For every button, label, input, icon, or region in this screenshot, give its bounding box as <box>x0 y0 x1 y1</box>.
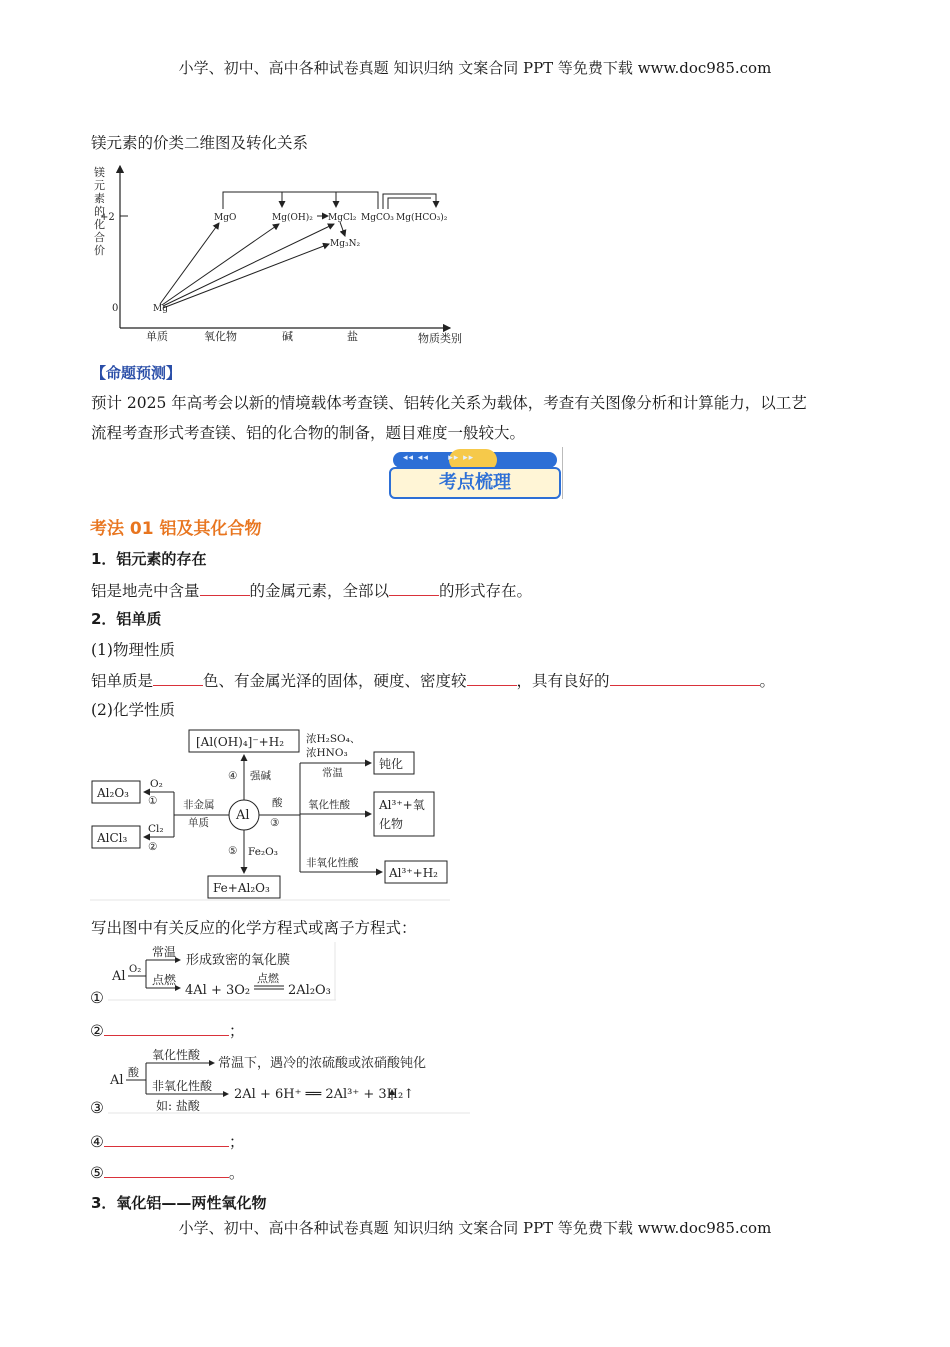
svg-text:②: ② <box>148 841 158 853</box>
blank-3[interactable] <box>153 671 203 686</box>
al-center: Al <box>236 808 250 823</box>
page-header: 小学、初中、高中各种试卷真题 知识归纳 文案合同 PPT 等免费下载 www.doc985.com <box>178 59 772 77</box>
right-box-ox-a: Al³⁺+氧 <box>379 798 425 812</box>
svg-text:③: ③ <box>270 817 280 829</box>
node-mghco3: Mg(HCO₃)₂ <box>396 213 448 223</box>
svg-text:浓H₂SO₄、: 浓H₂SO₄、 <box>306 733 361 745</box>
svg-text:氧化性酸: 氧化性酸 <box>152 1048 201 1062</box>
svg-text:氧化性酸: 氧化性酸 <box>308 799 350 811</box>
svg-text:常温下，遇冷的浓硫酸或浓硝酸钝化: 常温下，遇冷的浓硫酸或浓硝酸钝化 <box>218 1056 427 1071</box>
node-mgco3: MgCO₃ <box>361 213 394 223</box>
blank-answer-5[interactable] <box>104 1163 229 1178</box>
node-mg: Mg <box>153 304 168 314</box>
svg-text:点燃: 点燃 <box>257 972 279 985</box>
heading-3: 3．氧化铝——两性氧化物 <box>91 1194 267 1212</box>
svg-text:非氧化性酸: 非氧化性酸 <box>306 857 359 869</box>
blank-5[interactable] <box>610 671 760 686</box>
svg-text:Fe₂O₃: Fe₂O₃ <box>248 846 278 858</box>
answer-3-diagram <box>108 1046 470 1114</box>
svg-text:Cl₂: Cl₂ <box>148 823 164 835</box>
sub-chemical: (2)化学性质 <box>91 701 175 719</box>
page-footer: 小学、初中、高中各种试卷真题 知识归纳 文案合同 PPT 等免费下载 www.doc985.com <box>178 1219 772 1237</box>
svg-text:非氧化性酸: 非氧化性酸 <box>152 1079 213 1093</box>
svg-text:①: ① <box>148 795 158 807</box>
paragraph-1: 铝是地壳中含量 的金属元素，全部以 的形式存在。 <box>91 582 533 600</box>
x-axis-title: 物质类别 <box>418 332 462 345</box>
svg-text:强碱: 强碱 <box>250 770 271 782</box>
prediction-line2: 流程考查形式考查镁、铝的化合物的制备，题目难度一般较大。 <box>91 424 526 442</box>
svg-text:2Al₂O₃: 2Al₂O₃ <box>288 983 331 998</box>
node-mgcl2: MgCl₂ <box>328 213 357 223</box>
svg-text:O₂: O₂ <box>150 778 163 790</box>
prompt: 写出图中有关反应的化学方程式或离子方程式： <box>91 919 417 937</box>
answer-5: ⑤ 。 <box>90 1164 245 1182</box>
left-box-al2o3: Al₂O₃ <box>97 786 129 800</box>
kaodian-banner <box>387 447 563 499</box>
svg-text:素: 素 <box>94 192 105 205</box>
mg-valence-diagram <box>88 158 478 350</box>
svg-text:镁: 镁 <box>94 166 105 179</box>
prediction-line1: 预计 2025 年高考会以新的情境载体考查镁、铝转化关系为载体，考查有关图像分析和计算能力，以工艺 <box>91 394 807 412</box>
right-box-h2: Al³⁺+H₂ <box>389 866 438 880</box>
svg-text:Al: Al <box>110 1073 124 1088</box>
svg-text:点燃: 点燃 <box>152 973 177 987</box>
node-mgoh2: Mg(OH)₂ <box>272 213 313 223</box>
blank-1[interactable] <box>200 581 250 596</box>
banner-title: 考点梳理 <box>389 467 561 499</box>
node-mg3n2: Mg₃N₂ <box>330 239 361 249</box>
y-tick-zero: 0 <box>112 303 119 314</box>
svg-text:元: 元 <box>94 179 105 192</box>
blank-2[interactable] <box>389 581 439 596</box>
y-tick-plus2: +2 <box>100 212 115 223</box>
answer-1-diagram <box>108 942 336 1004</box>
top-box: [Al(OH)₄]⁻+H₂ <box>196 735 285 749</box>
svg-text:的: 的 <box>94 205 105 218</box>
x-tick-salt: 盐 <box>347 330 358 343</box>
node-mgo: MgO <box>214 213 237 223</box>
svg-text:常温: 常温 <box>152 945 177 959</box>
section-title: 考法 01 铝及其化合物 <box>90 519 262 539</box>
right-box-ox-b: 化物 <box>379 817 404 831</box>
x-tick-oxide: 氧化物 <box>204 330 237 343</box>
svg-text:形成致密的氧化膜: 形成致密的氧化膜 <box>186 953 291 968</box>
svg-text:酸: 酸 <box>272 797 283 809</box>
svg-text:Al: Al <box>112 969 126 984</box>
svg-text:化: 化 <box>94 218 105 231</box>
left-box-alcl3: AlCl₃ <box>97 831 128 845</box>
blank-answer-2[interactable] <box>104 1021 229 1036</box>
prediction-label: 【命题预测】 <box>91 364 182 382</box>
answer-2: ② ； <box>90 1022 245 1040</box>
svg-text:非金属: 非金属 <box>183 799 215 811</box>
mg-caption: 镁元素的价类二维图及转化关系 <box>91 134 309 152</box>
blank-4[interactable] <box>467 671 517 686</box>
svg-text:⑤: ⑤ <box>228 845 238 857</box>
sub-physical: (1)物理性质 <box>91 641 175 659</box>
bottom-box: Fe+Al₂O₃ <box>213 881 270 895</box>
heading-2: 2．铝单质 <box>91 610 162 628</box>
blank-answer-4[interactable] <box>104 1132 229 1147</box>
x-tick-element: 单质 <box>146 330 168 343</box>
svg-text:酸: 酸 <box>128 1066 139 1079</box>
answer-3-num: ③ <box>90 1099 104 1117</box>
svg-text:价: 价 <box>94 244 105 257</box>
heading-1: 1．铝元素的存在 <box>91 550 207 568</box>
svg-text:浓HNO₃: 浓HNO₃ <box>306 747 348 759</box>
answer-1-num: ① <box>90 989 104 1007</box>
svg-text:如: 盐酸: 如: 盐酸 <box>156 1099 200 1113</box>
svg-text:O₂: O₂ <box>129 964 142 975</box>
paragraph-2: 铝单质是 色、有金属光泽的固体，硬度、密度较 ，具有良好的 。 <box>91 672 776 690</box>
svg-text:常温: 常温 <box>322 767 343 779</box>
answer-4: ④ ； <box>90 1133 245 1151</box>
banner-arrows: ◂◂ ◂◂ ▸▸ ▸▸ <box>403 453 475 463</box>
svg-text:④: ④ <box>228 770 238 782</box>
svg-text:4Al + 3O₂: 4Al + 3O₂ <box>185 983 251 998</box>
al-chemistry-diagram <box>90 726 450 901</box>
right-box-passivation: 钝化 <box>379 757 404 771</box>
svg-text:2Al + 6H⁺ ══ 2Al³⁺ + 3H₂↑: 2Al + 6H⁺ ══ 2Al³⁺ + 3H₂↑ <box>234 1087 415 1102</box>
svg-text:单质: 单质 <box>188 817 209 829</box>
y-axis-label <box>94 165 105 257</box>
svg-text:合: 合 <box>94 231 105 244</box>
x-tick-base: 碱 <box>282 330 293 343</box>
